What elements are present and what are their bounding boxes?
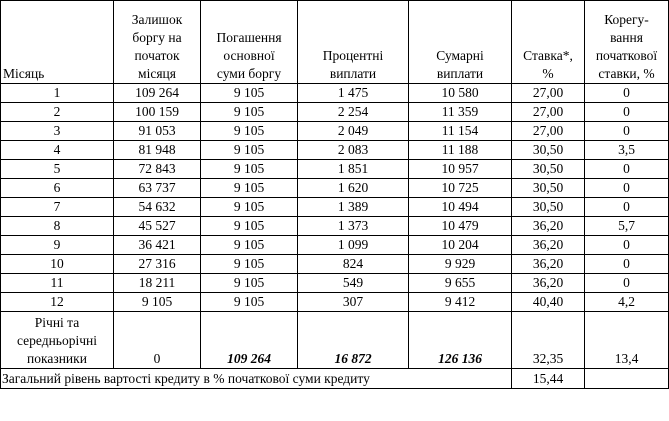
table-row [1, 103, 669, 122]
header-adjust: Корегу- вання початкової ставки, % [585, 1, 669, 84]
summary-principal: 109 264 [201, 312, 298, 369]
summary-adjust: 13,4 [585, 312, 669, 369]
cell-rate: 30,50 [512, 198, 585, 217]
cell-month: 12 [1, 293, 114, 312]
cell-adjust: 5,7 [585, 217, 669, 236]
cell-total: 10 479 [409, 217, 512, 236]
cell-total: 10 957 [409, 160, 512, 179]
cell-interest: 2 049 [298, 122, 409, 141]
cell-rate: 27,00 [512, 103, 585, 122]
table-row [1, 293, 669, 312]
cell-adjust: 0 [585, 179, 669, 198]
table-row [1, 122, 669, 141]
cell-rate: 36,20 [512, 255, 585, 274]
cell-rate: 30,50 [512, 141, 585, 160]
total-cost-empty [585, 369, 669, 389]
cell-principal: 9 105 [201, 217, 298, 236]
cell-interest: 2 083 [298, 141, 409, 160]
cell-interest: 549 [298, 274, 409, 293]
cell-balance: 100 159 [114, 103, 201, 122]
cell-rate: 27,00 [512, 84, 585, 103]
cell-total: 10 580 [409, 84, 512, 103]
cell-adjust: 0 [585, 236, 669, 255]
cell-interest: 824 [298, 255, 409, 274]
cell-adjust: 0 [585, 84, 669, 103]
cell-interest: 1 851 [298, 160, 409, 179]
table-row [1, 217, 669, 236]
table-row [1, 160, 669, 179]
cell-balance: 36 421 [114, 236, 201, 255]
cell-month: 1 [1, 84, 114, 103]
header-month: Місяць [1, 1, 114, 84]
cell-month: 5 [1, 160, 114, 179]
cell-interest: 1 099 [298, 236, 409, 255]
cell-month: 6 [1, 179, 114, 198]
cell-month: 4 [1, 141, 114, 160]
cell-adjust: 3,5 [585, 141, 669, 160]
cell-principal: 9 105 [201, 84, 298, 103]
cell-rate: 40,40 [512, 293, 585, 312]
cell-month: 2 [1, 103, 114, 122]
cell-rate: 27,00 [512, 122, 585, 141]
cell-month: 3 [1, 122, 114, 141]
header-principal: Погашення основної суми боргу [201, 1, 298, 84]
cell-month: 8 [1, 217, 114, 236]
cell-interest: 1 373 [298, 217, 409, 236]
table-row [1, 141, 669, 160]
summary-balance: 0 [114, 312, 201, 369]
summary-interest: 16 872 [298, 312, 409, 369]
table-row [1, 236, 669, 255]
cell-balance: 18 211 [114, 274, 201, 293]
cell-adjust: 0 [585, 255, 669, 274]
cell-principal: 9 105 [201, 141, 298, 160]
total-cost-value: 15,44 [512, 369, 585, 389]
cell-balance: 91 053 [114, 122, 201, 141]
cell-balance: 109 264 [114, 84, 201, 103]
cell-rate: 36,20 [512, 217, 585, 236]
cell-adjust: 0 [585, 122, 669, 141]
header-total: Сумарні виплати [409, 1, 512, 84]
cell-total: 11 359 [409, 103, 512, 122]
cell-balance: 63 737 [114, 179, 201, 198]
table-body [1, 84, 669, 389]
cell-rate: 30,50 [512, 179, 585, 198]
header-rate: Ставка*, % [512, 1, 585, 84]
cell-total: 10 494 [409, 198, 512, 217]
cell-principal: 9 105 [201, 160, 298, 179]
cell-principal: 9 105 [201, 122, 298, 141]
cell-interest: 307 [298, 293, 409, 312]
cell-rate: 36,20 [512, 274, 585, 293]
cell-adjust: 0 [585, 198, 669, 217]
header-row [1, 1, 669, 84]
cell-balance: 45 527 [114, 217, 201, 236]
cell-total: 9 412 [409, 293, 512, 312]
cell-total: 11 154 [409, 122, 512, 141]
cell-principal: 9 105 [201, 293, 298, 312]
cell-balance: 81 948 [114, 141, 201, 160]
cell-interest: 1 475 [298, 84, 409, 103]
cell-interest: 2 254 [298, 103, 409, 122]
cell-principal: 9 105 [201, 179, 298, 198]
cell-total: 11 188 [409, 141, 512, 160]
summary-total: 126 136 [409, 312, 512, 369]
cell-total: 10 725 [409, 179, 512, 198]
cell-total: 9 929 [409, 255, 512, 274]
header-balance: Залишок боргу на початок місяця [114, 1, 201, 84]
cell-principal: 9 105 [201, 274, 298, 293]
cell-principal: 9 105 [201, 198, 298, 217]
cell-balance: 27 316 [114, 255, 201, 274]
cell-adjust: 0 [585, 274, 669, 293]
cell-balance: 54 632 [114, 198, 201, 217]
cell-adjust: 0 [585, 160, 669, 179]
cell-interest: 1 620 [298, 179, 409, 198]
cell-total: 10 204 [409, 236, 512, 255]
table-row [1, 179, 669, 198]
cell-principal: 9 105 [201, 103, 298, 122]
total-cost-label: Загальний рівень вартості кредиту в % початкової суми кредиту [1, 369, 512, 389]
summary-rate: 32,35 [512, 312, 585, 369]
table-row [1, 274, 669, 293]
table-row [1, 255, 669, 274]
cell-total: 9 655 [409, 274, 512, 293]
cell-principal: 9 105 [201, 236, 298, 255]
cell-month: 10 [1, 255, 114, 274]
table-row [1, 198, 669, 217]
cell-month: 9 [1, 236, 114, 255]
cell-principal: 9 105 [201, 255, 298, 274]
cell-month: 11 [1, 274, 114, 293]
summary-label: Річні та середньорічні показники [1, 312, 114, 369]
cell-month: 7 [1, 198, 114, 217]
cell-adjust: 0 [585, 103, 669, 122]
cell-rate: 36,20 [512, 236, 585, 255]
cell-interest: 1 389 [298, 198, 409, 217]
cell-adjust: 4,2 [585, 293, 669, 312]
summary-row [1, 312, 669, 369]
cell-balance: 72 843 [114, 160, 201, 179]
table-row [1, 84, 669, 103]
cell-rate: 30,50 [512, 160, 585, 179]
total-cost-row [1, 369, 669, 389]
header-interest: Процентні виплати [298, 1, 409, 84]
cell-balance: 9 105 [114, 293, 201, 312]
